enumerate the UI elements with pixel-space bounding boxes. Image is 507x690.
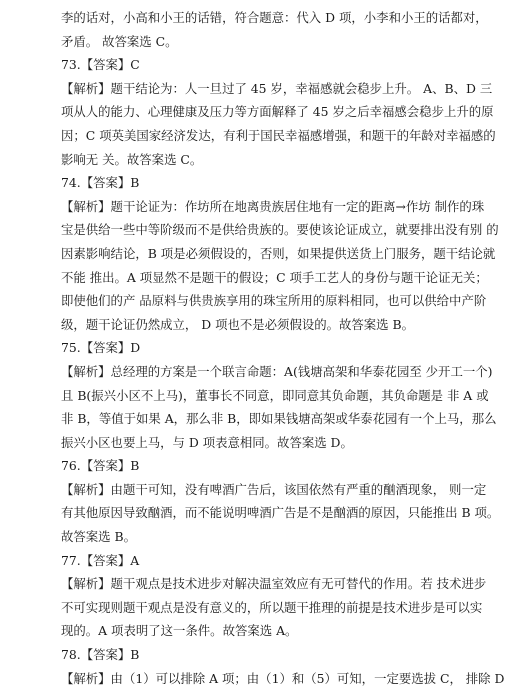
- answer-heading: 76.【答案】B: [61, 458, 140, 474]
- text-line: 级，题干论证仍然成立， D 项也不是必须假设的。故答案选 B。: [61, 316, 415, 332]
- text-line: 矛盾。 故答案选 C。: [61, 33, 178, 49]
- text-line: 即使他们的产 品原料与供贵族享用的珠宝所用的原料相同，也可以供给中产阶: [61, 293, 487, 309]
- text-line: 【解析】题干论证为：作坊所在地离贵族居住地有一定的距离→作坊 制作的珠: [61, 198, 485, 214]
- text-line: 振兴小区也要上马，与 D 项表意相同。故答案选 D。: [61, 434, 353, 450]
- answer-heading: 75.【答案】D: [61, 340, 141, 356]
- answer-heading: 77.【答案】A: [61, 552, 140, 568]
- text-line: 不能 推出。A 项显然不是题干的假设；C 项手工艺人的身份与题干论证无关；: [61, 269, 488, 285]
- text-line: 【解析】题干观点是技术进步对解决温室效应有无可替代的作用。若 技术进步: [61, 576, 487, 592]
- text-line: 【解析】总经理的方案是一个联言命题：A(钱塘高架和华泰花园至 少开工一个): [61, 363, 493, 379]
- text-line: 非 B，等值于如果 A，那么非 B，即如果钱塘高架或华泰花园有一个上马，那么: [61, 411, 497, 427]
- text-line: 【解析】题干结论为：人一旦过了 45 岁，幸福感就会稳步上升。 A、B、D 三: [61, 80, 493, 96]
- text-line: 【解析】由题干可知，没有啤酒广告后，该国依然有严重的酗酒现象， 则一定: [61, 481, 487, 497]
- text-line: 【解析】由（1）可以排除 A 项；由（1）和（5）可知，一定要选拔 C， 排除 D: [61, 670, 505, 686]
- text-line: 项从人的能力、心理健康及压力等方面解释了 45 岁之后幸福感会稳步上升的原: [61, 104, 494, 120]
- text-line: 现的。A 项表明了这一条件。故答案选 A。: [61, 623, 298, 639]
- text-line: 故答案选 B。: [61, 529, 136, 545]
- answer-heading: 78.【答案】B: [61, 647, 140, 663]
- text-line: 影响无 关。故答案选 C。: [61, 151, 203, 167]
- text-line: 不可实现则题干观点是没有意义的，所以题干推理的前提是技术进步是可以实: [61, 599, 483, 615]
- text-line: 宝是供给一些中等阶级而不是供给贵族的。要使该论证成立，就要排出没有别 的: [61, 222, 499, 238]
- text-line: 因素影响结论，B 项是必须假设的，否则，如果提供送货上门服务，题干结论就: [61, 245, 496, 261]
- text-line: 李的话对，小高和小王的话错，符合题意：代入 D 项，小李和小王的话都对，: [61, 10, 488, 25]
- text-line: 有其他原因导致酗酒，而不能说明啤酒广告是不是酗酒的原因，只能推出 B 项。: [61, 505, 500, 521]
- text-line: 因；C 项英美国家经济发达，有利于国民幸福感增强，和题干的年龄对幸福感的: [61, 127, 496, 143]
- answer-heading: 74.【答案】B: [61, 175, 140, 191]
- answer-heading: 73.【答案】C: [61, 57, 140, 73]
- text-line: 且 B(振兴小区不上马)，董事长不同意，即同意其负命题，其负命题是 非 A 或: [61, 387, 489, 403]
